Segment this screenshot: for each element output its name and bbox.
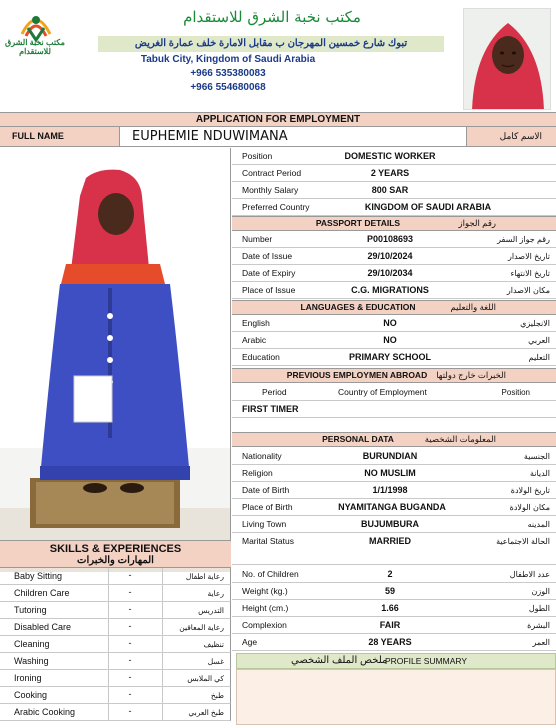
skill-label: Arabic Cooking xyxy=(14,707,76,717)
passport-section-header xyxy=(232,216,556,231)
personal-data-section-header xyxy=(232,432,556,447)
letterhead xyxy=(0,0,556,112)
arabic-value: NO xyxy=(383,335,397,345)
english-label: English xyxy=(242,318,270,328)
skill-value: - xyxy=(128,672,132,682)
education-row xyxy=(232,349,556,366)
country-column-header: Country of Employment xyxy=(338,387,427,397)
skill-label-ar: التدريس xyxy=(198,606,224,615)
living-town-label-ar: المدينه xyxy=(527,520,550,529)
religion-label-ar: الديانة xyxy=(529,469,550,478)
date-of-issue-value: 29/10/2024 xyxy=(367,251,413,261)
height-row xyxy=(232,600,556,617)
contract-period-label: Contract Period xyxy=(242,168,302,178)
skill-label: Cooking xyxy=(14,690,48,700)
passport-number-label-ar: رقم جواز السفر xyxy=(497,235,550,244)
skill-row-disabled-care xyxy=(0,619,231,636)
arabic-label-ar: العربي xyxy=(528,336,550,345)
height-value: 1.66 xyxy=(381,603,399,613)
passport-number-row xyxy=(232,231,556,248)
monthly-salary-label: Monthly Salary xyxy=(242,185,299,195)
skill-value: - xyxy=(128,604,132,614)
monthly-salary-row xyxy=(232,182,556,199)
preferred-country-row xyxy=(232,199,556,216)
english-row xyxy=(232,315,556,332)
place-of-birth-label-ar: مكان الولادة xyxy=(509,503,550,512)
living-town-row xyxy=(232,516,556,533)
skill-value: - xyxy=(128,706,132,716)
skill-row-baby-sitting xyxy=(0,568,231,585)
previous-employment-title-ar: الخبرات خارج دولتها xyxy=(436,370,506,380)
position-column-header: Position xyxy=(501,388,530,397)
contract-period-value: 2 YEARS xyxy=(370,168,410,178)
weight-label-ar: الوزن xyxy=(531,587,550,596)
skill-value: - xyxy=(128,570,132,580)
languages-section-header xyxy=(232,300,556,315)
passport-title: PASSPORT DETAILS xyxy=(315,218,401,228)
skill-label-ar: طبخ xyxy=(210,691,224,700)
religion-value: NO MUSLIM xyxy=(364,468,416,478)
age-row xyxy=(232,634,556,651)
application-title: APPLICATION FOR EMPLOYMENT xyxy=(0,112,556,127)
skill-label: Ironing xyxy=(14,673,42,683)
skills-title-ar: المهارات والخبرات xyxy=(77,555,154,566)
living-town-label: Living Town xyxy=(242,519,287,529)
skill-label: Washing xyxy=(14,656,49,666)
date-of-birth-label-ar: تاريخ الولادة xyxy=(510,486,550,495)
weight-row xyxy=(232,583,556,600)
candidate-portrait-photo xyxy=(463,8,551,110)
company-phone-2: +966 554680068 xyxy=(190,82,266,93)
full-name-label: FULL NAME xyxy=(0,127,120,146)
place-of-issue-label-ar: مكان الاصدار xyxy=(506,286,550,295)
place-of-issue-value: C.G. MIGRATIONS xyxy=(351,285,429,295)
complexion-row xyxy=(232,617,556,634)
arabic-row xyxy=(232,332,556,349)
passport-number-label: Number xyxy=(242,234,273,244)
logo-caption xyxy=(0,38,70,56)
full-name-row xyxy=(0,127,556,147)
preferred-country-value: KINGDOM OF SAUDI ARABIA xyxy=(364,202,492,212)
skill-label: Baby Sitting xyxy=(14,571,63,581)
profile-summary-title-ar: ملخص الملف الشخصي xyxy=(291,655,388,666)
profile-summary-box xyxy=(236,669,556,725)
skill-label-ar: رعاية xyxy=(207,589,224,598)
position-row xyxy=(232,148,556,165)
passport-title-ar: رقم الجواز xyxy=(458,218,496,228)
skills-title: SKILLS & EXPERIENCES xyxy=(49,543,182,555)
marital-status-label: Marital Status xyxy=(242,536,294,546)
children-value: 2 xyxy=(387,569,393,579)
skill-row-ironing xyxy=(0,670,231,687)
skill-value: - xyxy=(128,587,132,597)
contract-period-row xyxy=(232,165,556,182)
marital-status-row xyxy=(232,533,556,565)
religion-label: Religion xyxy=(242,468,273,478)
skill-row-washing xyxy=(0,653,231,670)
religion-row xyxy=(232,465,556,482)
languages-title: LANGUAGES & EDUCATION xyxy=(300,302,416,312)
complexion-value: FAIR xyxy=(379,620,401,630)
skills-section-header xyxy=(0,540,231,568)
date-of-expiry-label: Date of Expiry xyxy=(242,268,296,278)
period-column-header: Period xyxy=(262,387,287,397)
skill-label-ar: غسل xyxy=(207,657,224,666)
company-phone-1: +966 535380083 xyxy=(190,68,266,79)
skill-label: Tutoring xyxy=(14,605,47,615)
education-value: PRIMARY SCHOOL xyxy=(348,352,431,362)
date-of-issue-label: Date of Issue xyxy=(242,251,293,261)
skill-row-arabic-cooking xyxy=(0,704,231,721)
nationality-row xyxy=(232,448,556,465)
personal-data-title: PERSONAL DATA xyxy=(322,434,394,444)
nationality-label-ar: الجنسية xyxy=(523,452,550,461)
skill-row-children-care xyxy=(0,585,231,602)
complexion-label: Complexion xyxy=(242,620,287,630)
previous-employment-row-1 xyxy=(232,401,556,418)
skill-label-ar: تنظيف xyxy=(203,640,224,649)
skill-label: Children Care xyxy=(14,588,70,598)
preferred-country-label: Preferred Country xyxy=(242,202,310,212)
weight-label: Weight (kg.) xyxy=(242,586,288,596)
arabic-label: Arabic xyxy=(242,335,267,345)
skill-label: Cleaning xyxy=(14,639,50,649)
logo-text-line1: مكتب نخبة الشرق xyxy=(5,38,65,47)
date-of-expiry-label-ar: تاريخ الانتهاء xyxy=(510,269,550,278)
company-title: مكتب نخبة الشرق للاستقدام xyxy=(183,8,361,26)
nationality-label: Nationality xyxy=(242,451,282,461)
date-of-birth-row xyxy=(232,482,556,499)
education-label: Education xyxy=(242,352,280,362)
previous-employment-section-header xyxy=(232,368,556,383)
marital-status-value: MARRIED xyxy=(369,536,411,546)
full-name-value: EUPHEMIE NDUWIMANA xyxy=(132,129,288,144)
company-city: Tabuk City, Kingdom of Saudi Arabia xyxy=(140,54,316,65)
education-label-ar: التعليم xyxy=(528,353,550,362)
english-label-ar: الانجليزي xyxy=(520,319,550,328)
skill-row-tutoring xyxy=(0,602,231,619)
age-label: Age xyxy=(242,637,258,647)
date-of-birth-value: 1/1/1998 xyxy=(372,485,408,495)
profile-summary-header xyxy=(236,653,556,669)
company-address: تبوك شارع خمسين المهرجان ب مقابل الامارة خلف عمارة الغريض xyxy=(98,36,444,52)
weight-value: 59 xyxy=(384,586,395,596)
date-of-birth-label: Date of Birth xyxy=(242,485,290,495)
age-label-ar: العمر xyxy=(532,638,550,647)
place-of-birth-value: NYAMITANGA BUGANDA xyxy=(338,502,446,512)
skill-value: - xyxy=(128,689,132,699)
date-of-issue-row xyxy=(232,248,556,265)
skill-label-ar: رعاية المعاقين xyxy=(179,623,224,632)
children-row xyxy=(232,566,556,583)
skill-label-ar: رعاية اطفال xyxy=(185,572,224,581)
skill-label: Disabled Care xyxy=(14,622,72,632)
age-value: 28 YEARS xyxy=(368,637,412,647)
living-town-value: BUJUMBURA xyxy=(361,519,419,529)
first-timer-value: FIRST TIMER xyxy=(242,404,299,414)
date-of-expiry-row xyxy=(232,265,556,282)
skill-label-ar: كي الملابس xyxy=(187,674,224,683)
nationality-value: BURUNDIAN xyxy=(362,451,418,461)
marital-status-label-ar: الحالة الاجتماعية xyxy=(496,537,550,546)
place-of-birth-label: Place of Birth xyxy=(242,502,293,512)
personal-data-title-ar: المعلومات الشخصية xyxy=(424,434,496,444)
skill-value: - xyxy=(128,621,132,631)
previous-employment-columns xyxy=(232,384,556,401)
children-label-ar: عدد الاطفال xyxy=(509,570,550,579)
monthly-salary-value: 800 SAR xyxy=(371,185,409,195)
full-name-label-ar: الاسم كامل xyxy=(466,127,556,146)
skill-row-cleaning xyxy=(0,636,231,653)
candidate-full-body-photo xyxy=(0,148,231,572)
english-value: NO xyxy=(383,318,397,328)
place-of-issue-label: Place of Issue xyxy=(242,285,296,295)
profile-summary-title: PROFILE SUMMARY xyxy=(385,656,468,666)
skill-label-ar: طبخ العربي xyxy=(188,708,224,717)
date-of-expiry-value: 29/10/2034 xyxy=(367,268,413,278)
children-label: No. of Children xyxy=(242,569,299,579)
date-of-issue-label-ar: تاريخ الاصدار xyxy=(507,252,550,261)
height-label-ar: الطول xyxy=(528,604,550,613)
position-value: DOMESTIC WORKER xyxy=(344,151,436,161)
skill-row-cooking xyxy=(0,687,231,704)
logo-text-line2: للاستقدام xyxy=(19,47,51,56)
height-label: Height (cm.) xyxy=(242,603,289,613)
complexion-label-ar: البشرة xyxy=(527,621,550,630)
place-of-issue-row xyxy=(232,282,556,299)
place-of-birth-row xyxy=(232,499,556,516)
previous-employment-title: PREVIOUS EMPLOYMEN ABROAD xyxy=(286,370,428,380)
skill-value: - xyxy=(128,638,132,648)
languages-title-ar: اللغة والتعليم xyxy=(450,302,496,312)
position-label: Position xyxy=(242,151,273,161)
skill-value: - xyxy=(128,655,132,665)
passport-number-value: P00108693 xyxy=(366,234,414,244)
